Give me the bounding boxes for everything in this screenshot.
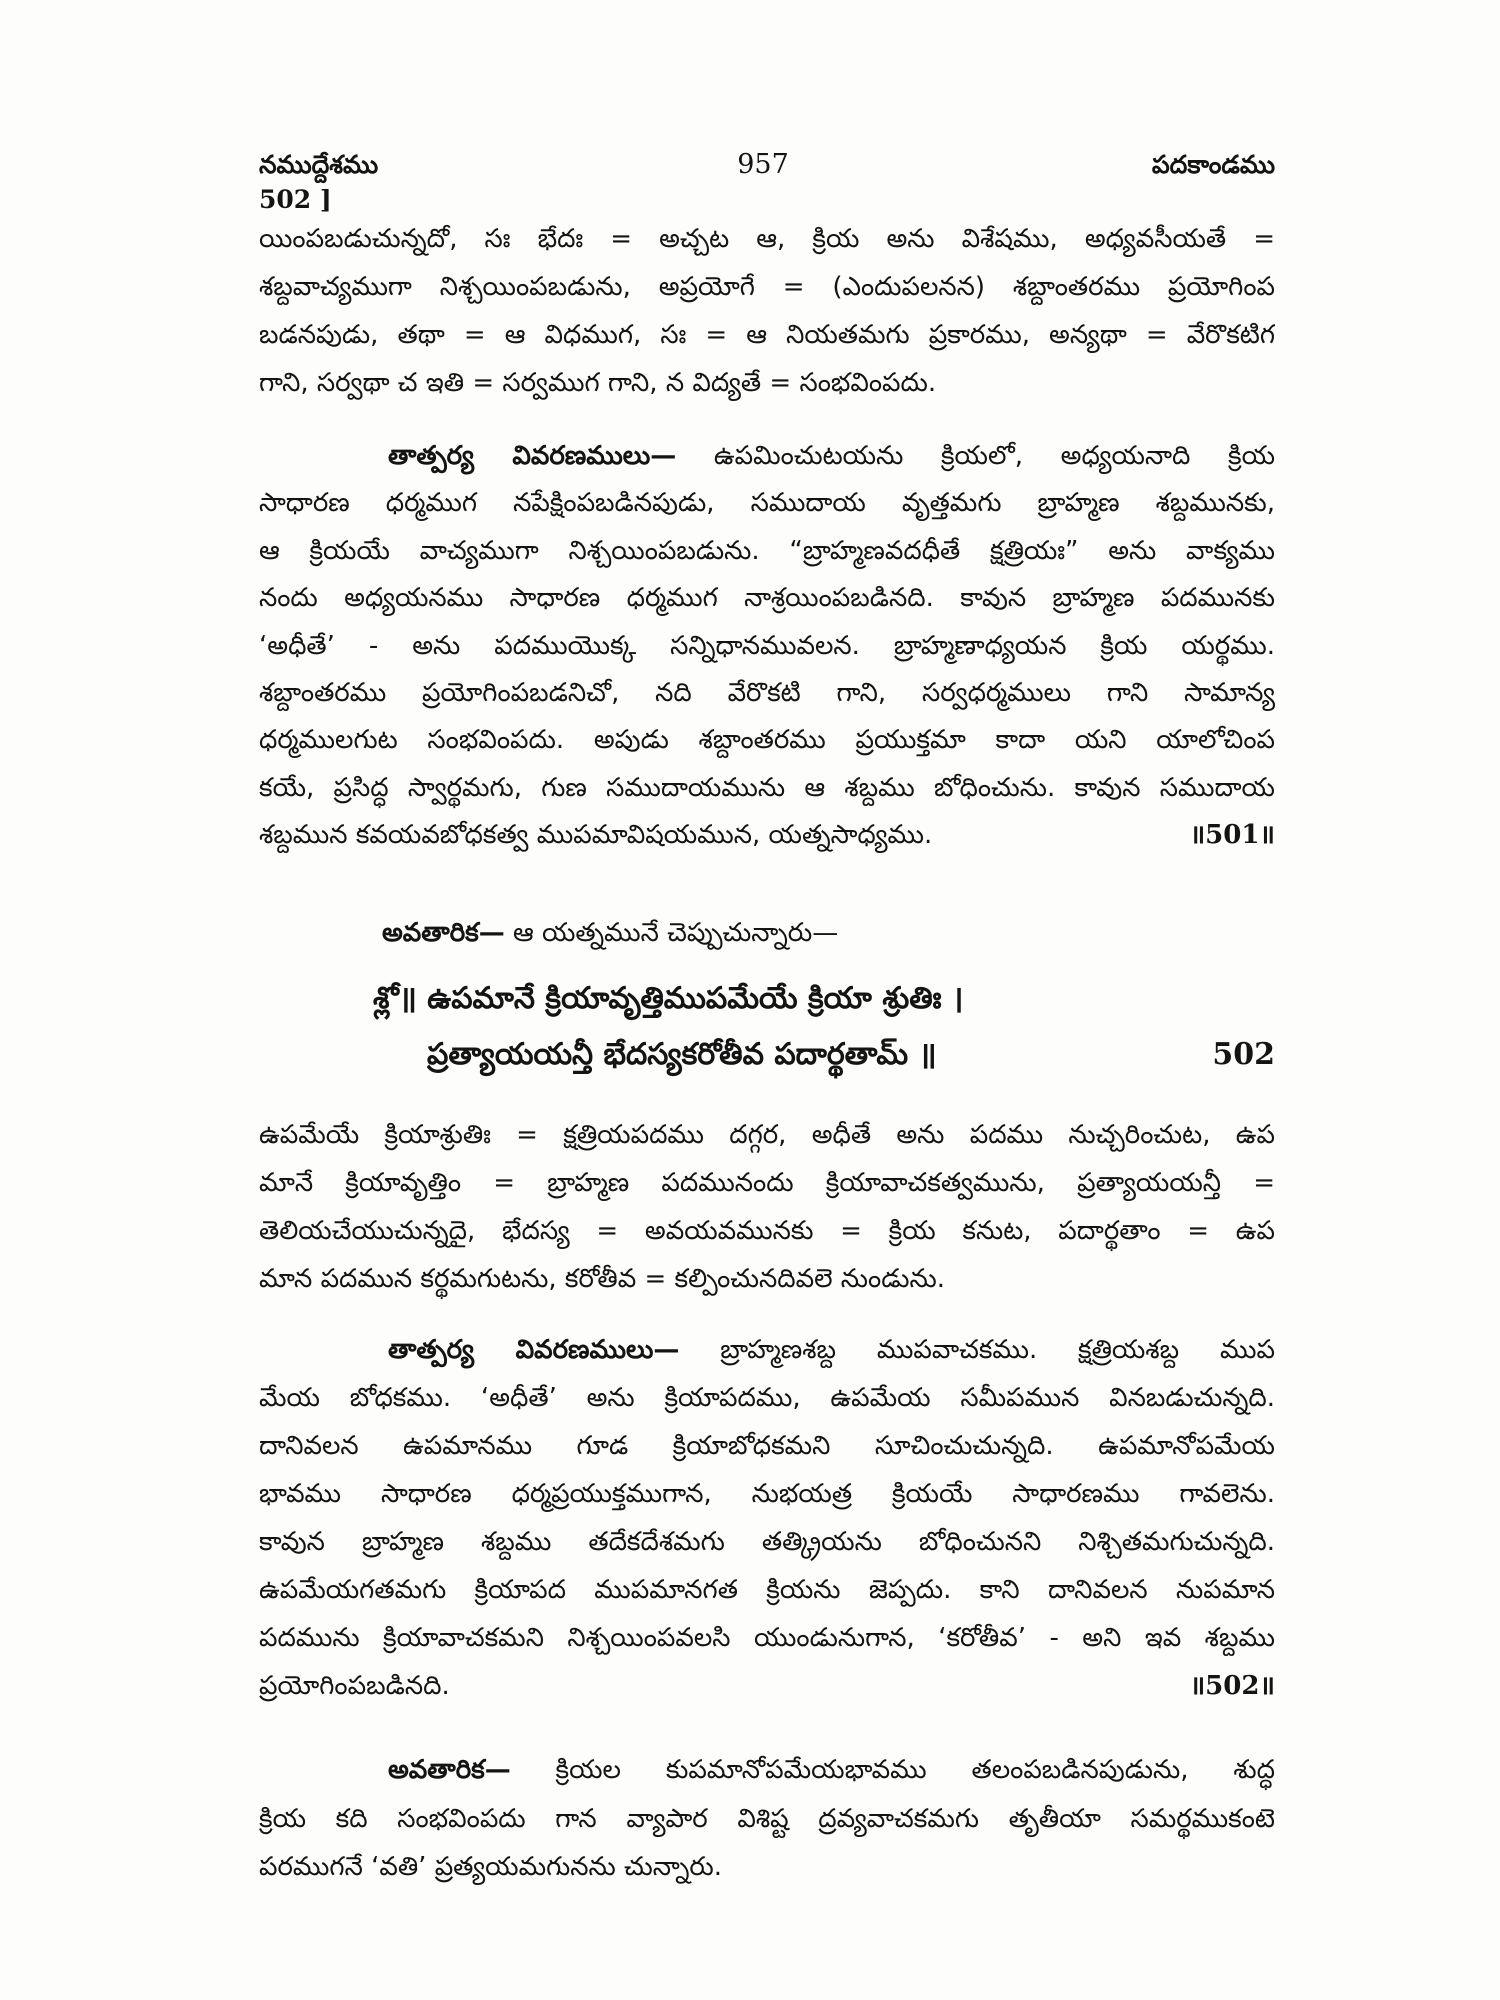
text-line bbox=[259, 1662, 1275, 1710]
text-line: ‘అధీతే’ - అను పదముయొక్క సన్నిధానమువలన. బ్రాహ్మణాధ్యయన క్రియ యర్థము. bbox=[259, 630, 1275, 661]
text-line: ఆ క్రియయే వాచ్యముగా నిశ్చయింపబడును. “బ్రాహ్మణవదధీతే క్షత్రియః” అను వాక్యము bbox=[259, 535, 1275, 566]
verse-line-1 bbox=[373, 972, 1253, 1026]
text-line bbox=[259, 812, 1275, 859]
commentary-paragraph bbox=[259, 433, 1275, 860]
text-line: తెలియచేయుచున్నదై, భేదస్య = అవయవమునకు = క్రియ కనుట, పదార్థతాం = ఉప bbox=[259, 1216, 1275, 1246]
running-header-section: పదకాండము bbox=[1151, 150, 1275, 179]
text-line: పరముగనే ‘వతి’ ప్రత్యయమగునను చున్నారు. bbox=[259, 1852, 723, 1882]
text-span: శబ్దమున కవయవబోధకత్వ ముపమావిషయమున, యత్నసాధ్యము. bbox=[259, 820, 933, 851]
verse-line-2: ప్రత్యాయయన్తీ భేదస్యకరోతీవ పదార్థతామ్ ॥ bbox=[427, 1037, 937, 1072]
verse-prefix: శ్లో॥ bbox=[373, 981, 417, 1016]
text-line: ఉపమేయే క్రియాశ్రుతిః = క్షత్రియపదము దగ్గర, అధీతే అను పదము నుచ్చరించుట, ఉప bbox=[259, 1120, 1275, 1150]
text-span: ప్రయోగింపబడినది. bbox=[259, 1671, 450, 1701]
text-line: క్రియ కది సంభవింపదు గాన వ్యాపార విశిష్ట ద్రవ్యవాచకమగు తృతీయా సమర్థముకంటె bbox=[259, 1803, 1275, 1834]
gloss-paragraph bbox=[259, 215, 1275, 407]
verse-end-marker: ॥501॥ bbox=[1189, 820, 1275, 851]
avatarika-paragraph bbox=[259, 1746, 1275, 1892]
avatarika-label: అవతారిక— bbox=[382, 918, 505, 948]
text-span: ఆ యత్నమునే చెప్పుచున్నారు— bbox=[512, 918, 839, 948]
text-line: మాన పదమున కర్థమగుటను, కరోతీవ = కల్పించునదివలె నుండును. bbox=[259, 1264, 945, 1294]
text-line: శబ్దాంతరము ప్రయోగింపబడనిచో, నది వేరొకటి గాని, సర్వధర్మములు గాని సామాన్య bbox=[259, 677, 1275, 708]
text-line: భావము సాధారణ ధర్మప్రయుక్తముగాన, నుభయత్ర క్రియయే సాధారణము గావలెను. bbox=[259, 1479, 1275, 1509]
section-marker: 502 ] bbox=[259, 185, 332, 214]
text-line: సాధారణ ధర్మముగ నపేక్షింపబడినపుడు, సముదాయ వృత్తమగు బ్రాహ్మణ శబ్దమునకు, bbox=[259, 488, 1275, 519]
text-line: మేయ బోధకము. ‘అధీతే’ అను క్రియాపదము, ఉపమేయ సమీపమున వినబడుచున్నది. bbox=[259, 1383, 1275, 1413]
text-line: యింపబడుచున్నదో, సః భేదః = అచ్చట ఆ, క్రియ అను విశేషము, అధ్యవసీయతే = bbox=[259, 224, 1275, 254]
text-line: కావున బ్రాహ్మణ శబ్దము తదేకదేశమగు తత్క్రియను బోధించునని నిశ్చితమగుచున్నది. bbox=[259, 1527, 1275, 1557]
text-line: శబ్దవాచ్యముగా నిశ్చయింపబడును, అప్రయోగే = (ఎందుపలనన) శబ్దాంతరము ప్రయోగింప bbox=[259, 272, 1275, 302]
text-span: క్రియల కుపమానోపమేయభావము తలంపబడినపుడును, శుద్ధ bbox=[555, 1755, 1275, 1785]
verse-end-marker: ॥502॥ bbox=[1189, 1671, 1275, 1701]
page-number: 957 bbox=[737, 149, 789, 180]
text-line: కయే, ప్రసిద్ధ స్వార్థమగు, గుణ సముదాయమును ఆ శబ్దము బోధించును. కావున సముదాయ bbox=[259, 772, 1275, 803]
text-line: బడనపుడు, తథా = ఆ విధముగ, సః = ఆ నియతమగు ప్రకారము, అన్యథా = వేరొకటిగ bbox=[259, 320, 1275, 350]
commentary-paragraph bbox=[259, 1326, 1275, 1710]
text-line: గాని, సర్వథా చ ఇతి = సర్వముగ గాని, న విద్యతే = సంభవింపదు. bbox=[259, 368, 937, 398]
text-line: ఉపమేయగతమగు క్రియాపద ముపమానగత క్రియను జెప్పదు. కాని దానివలన నుపమాన bbox=[259, 1575, 1275, 1605]
text-line: నందు అధ్యయనము సాధారణ ధర్మముగ నాశ్రయింపబడినది. కావున బ్రాహ్మణ పదమునకు bbox=[259, 583, 1275, 614]
text-line: పదమును క్రియావాచకమని నిశ్చయింపవలసి యుండునుగాన, ‘కరోతీవ’ - అని ఇవ శబ్దము bbox=[259, 1623, 1275, 1653]
avatarika-label: అవతారిక— bbox=[388, 1755, 511, 1785]
text-span: ఉపమానే క్రియావృత్తిముపమేయే క్రియా శ్రుతిః । bbox=[427, 981, 964, 1016]
running-header-title: నముద్దేశము bbox=[259, 150, 379, 179]
text-line: ధర్మములగుట సంభవింపదు. అపుడు శబ్దాంతరము ప్రయుక్తమా కాదా యని యాలోచింప bbox=[259, 725, 1275, 756]
text-line: దానివలన ఉపమానము గూడ క్రియాబోధకమని సూచించుచున్నది. ఉపమానోపమేయ bbox=[259, 1431, 1275, 1461]
text-line: మానే క్రియావృత్తిం = బ్రాహ్మణ పదమునందు క్రియావాచకత్వమును, ప్రత్యాయయన్తీ = bbox=[259, 1168, 1275, 1198]
text-line bbox=[259, 1326, 1275, 1374]
text-span: బ్రాహ్మణశబ్ద ముపవాచకము. క్షత్రియశబ్ద ముప bbox=[720, 1335, 1275, 1365]
gloss-paragraph bbox=[259, 1111, 1275, 1303]
avatarika-line bbox=[382, 910, 1275, 956]
text-line bbox=[259, 433, 1275, 480]
verse-number: 502 bbox=[1212, 1037, 1275, 1072]
commentary-label: తాత్పర్య వివరణములు— bbox=[388, 1335, 680, 1365]
commentary-label: తాత్పర్య వివరణములు— bbox=[388, 441, 677, 471]
text-span: ఉపమించుటయను క్రియలో, అధ్యయనాది క్రియ bbox=[713, 441, 1275, 471]
text-line bbox=[259, 1746, 1275, 1795]
